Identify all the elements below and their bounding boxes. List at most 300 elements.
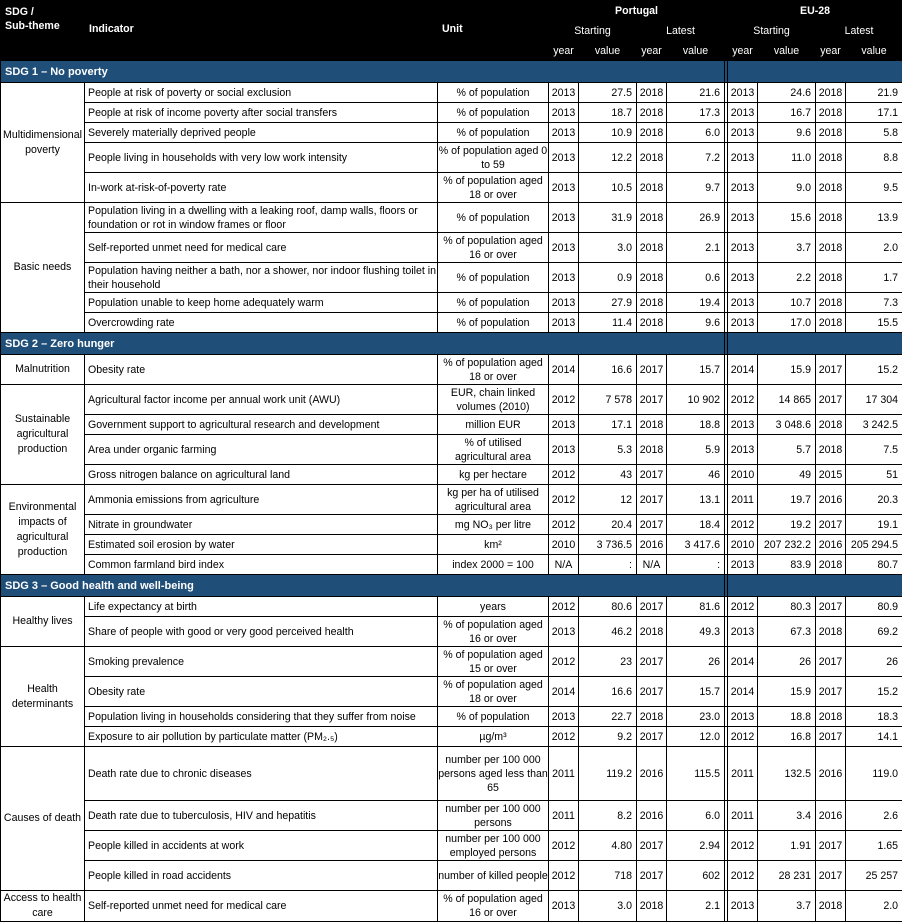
pt-latest-value-cell: 6.0: [667, 123, 725, 143]
sdg-column-header: [1, 1, 85, 61]
eu-latest-year-cell: 2018: [816, 103, 846, 123]
eu-latest-value-cell: 3 242.5: [846, 415, 902, 435]
pt-latest-year-cell: 2018: [637, 415, 667, 435]
pt-start-year-cell: 2013: [549, 83, 579, 103]
section-title: SDG 1 – No poverty: [1, 61, 725, 83]
eu-latest-value-cell: 2.0: [846, 233, 902, 263]
pt-start-year-cell: 2011: [549, 747, 579, 801]
table-row: [1, 707, 902, 727]
eu-start-value-cell: 24.6: [758, 83, 816, 103]
table-row: [1, 831, 902, 861]
pt-latest-year-cell: 2018: [637, 203, 667, 233]
indicator-cell: Life expectancy at birth: [85, 597, 438, 617]
unit-cell: kg per hectare: [438, 465, 549, 485]
subtheme-cell: Multidimensional poverty: [1, 83, 85, 203]
eu-latest-value-cell: 119.0: [846, 747, 902, 801]
table-row: [1, 173, 902, 203]
eu-start-value-cell: 1.91: [758, 831, 816, 861]
indicator-cell: Ammonia emissions from agriculture: [85, 485, 438, 515]
pt-start-year-cell: 2012: [549, 597, 579, 617]
table-row: [1, 861, 902, 891]
eu-start-value-cell: 3 048.6: [758, 415, 816, 435]
pt-latest-year-cell: 2018: [637, 707, 667, 727]
pt-latest-value-cell: 6.0: [667, 801, 725, 831]
eu-latest-value-cell: 7.5: [846, 435, 902, 465]
pt-start-value-cell: 3.0: [579, 891, 637, 922]
pt-latest-year-cell: 2018: [637, 143, 667, 173]
pt-latest-header: Latest: [637, 21, 725, 41]
eu-start-value-cell: 10.7: [758, 293, 816, 313]
eu-latest-year-cell: 2018: [816, 123, 846, 143]
eu-start-year-cell: 2013: [728, 233, 758, 263]
eu-latest-year-cell: 2016: [816, 485, 846, 515]
unit-cell: million EUR: [438, 415, 549, 435]
pt-latest-value-cell: 13.1: [667, 485, 725, 515]
pt-start-year-cell: 2012: [549, 385, 579, 415]
pt-start-year-cell: 2013: [549, 123, 579, 143]
table-row: [1, 617, 902, 647]
eu-start-value-cell: 2.2: [758, 263, 816, 293]
pt-latest-year-cell: 2016: [637, 747, 667, 801]
pt-starting-header: Starting: [549, 21, 637, 41]
pt-start-year-cell: 2010: [549, 535, 579, 555]
pt-latest-year-cell: 2018: [637, 103, 667, 123]
pt-latest-value-cell: 115.5: [667, 747, 725, 801]
pt-latest-year-cell: 2018: [637, 891, 667, 922]
unit-cell: number of killed people: [438, 861, 549, 891]
pt-start-value-cell: 46.2: [579, 617, 637, 647]
pt-start-year-cell: 2013: [549, 103, 579, 123]
pt-latest-year-header: year: [637, 41, 667, 61]
eu-latest-value-cell: 2.6: [846, 801, 902, 831]
eu-start-value-cell: 16.7: [758, 103, 816, 123]
eu-latest-value-cell: 17 304: [846, 385, 902, 415]
eu-latest-value-cell: 15.5: [846, 313, 902, 333]
indicator-cell: Nitrate in groundwater: [85, 515, 438, 535]
eu-start-value-cell: 26: [758, 647, 816, 677]
table-row: [1, 515, 902, 535]
eu-header: EU-28: [728, 1, 902, 21]
pt-start-value-cell: 0.9: [579, 263, 637, 293]
eu-latest-value-cell: 80.7: [846, 555, 902, 575]
section-title: SDG 2 – Zero hunger: [1, 333, 725, 355]
pt-latest-year-cell: 2017: [637, 355, 667, 385]
eu-starting-header: Starting: [728, 21, 816, 41]
indicator-cell: Gross nitrogen balance on agricultural land: [85, 465, 438, 485]
section-title: SDG 3 – Good health and well-being: [1, 575, 725, 597]
pt-latest-value-cell: :: [667, 555, 725, 575]
table-row: [1, 313, 902, 333]
indicator-cell: Obesity rate: [85, 355, 438, 385]
pt-latest-value-cell: 21.6: [667, 83, 725, 103]
indicator-cell: People living in households with very low work intensity: [85, 143, 438, 173]
table-row: [1, 263, 902, 293]
pt-latest-year-cell: N/A: [637, 555, 667, 575]
table-row: [1, 103, 902, 123]
table-row: [1, 415, 902, 435]
pt-start-year-cell: 2014: [549, 355, 579, 385]
indicator-cell: Smoking prevalence: [85, 647, 438, 677]
pt-start-value-cell: 12: [579, 485, 637, 515]
eu-latest-year-cell: 2017: [816, 647, 846, 677]
eu-start-value-cell: 15.6: [758, 203, 816, 233]
pt-latest-year-cell: 2018: [637, 313, 667, 333]
subtheme-cell: Health determinants: [1, 647, 85, 747]
pt-start-year-cell: 2013: [549, 173, 579, 203]
table-row: [1, 597, 902, 617]
table-row: [1, 555, 902, 575]
section-eu-fill: [728, 61, 902, 83]
pt-start-value-cell: 5.3: [579, 435, 637, 465]
eu-latest-year-cell: 2018: [816, 293, 846, 313]
eu-latest-year-cell: 2018: [816, 555, 846, 575]
indicator-cell: People killed in accidents at work: [85, 831, 438, 861]
eu-start-value-cell: 16.8: [758, 727, 816, 747]
table-row: [1, 727, 902, 747]
eu-latest-year-cell: 2016: [816, 801, 846, 831]
pt-start-value-cell: 17.1: [579, 415, 637, 435]
pt-start-year-cell: N/A: [549, 555, 579, 575]
pt-latest-year-cell: 2018: [637, 173, 667, 203]
pt-start-year-cell: 2013: [549, 203, 579, 233]
eu-latest-year-cell: 2017: [816, 727, 846, 747]
eu-start-year-cell: 2013: [728, 617, 758, 647]
unit-cell: % of population aged 0 to 59: [438, 143, 549, 173]
eu-latest-value-cell: 25 257: [846, 861, 902, 891]
indicator-cell: Obesity rate: [85, 677, 438, 707]
eu-start-year-cell: 2014: [728, 647, 758, 677]
eu-latest-year-cell: 2018: [816, 617, 846, 647]
eu-latest-value-cell: 1.65: [846, 831, 902, 861]
pt-latest-value-cell: 7.2: [667, 143, 725, 173]
unit-column-header: Unit: [438, 1, 549, 61]
indicator-cell: Exposure to air pollution by particulate matter (PM₂.₅): [85, 727, 438, 747]
eu-start-value-cell: 67.3: [758, 617, 816, 647]
eu-start-value-cell: 9.0: [758, 173, 816, 203]
pt-start-value-cell: 11.4: [579, 313, 637, 333]
pt-latest-year-cell: 2017: [637, 677, 667, 707]
indicator-cell: Death rate due to chronic diseases: [85, 747, 438, 801]
eu-latest-value-cell: 14.1: [846, 727, 902, 747]
pt-start-value-cell: 8.2: [579, 801, 637, 831]
eu-latest-value-cell: 17.1: [846, 103, 902, 123]
eu-latest-year-cell: 2017: [816, 677, 846, 707]
eu-start-year-cell: 2013: [728, 103, 758, 123]
eu-latest-year-cell: 2018: [816, 313, 846, 333]
pt-latest-year-cell: 2018: [637, 617, 667, 647]
eu-start-year-cell: 2013: [728, 891, 758, 922]
pt-start-year-cell: 2013: [549, 143, 579, 173]
portugal-header: Portugal: [549, 1, 725, 21]
eu-start-value-cell: 19.7: [758, 485, 816, 515]
pt-start-value-cell: 7 578: [579, 385, 637, 415]
pt-latest-year-cell: 2018: [637, 263, 667, 293]
eu-latest-year-cell: 2018: [816, 415, 846, 435]
table-row: [1, 123, 902, 143]
section-eu-fill: [728, 333, 902, 355]
table-row: [1, 83, 902, 103]
pt-start-value-cell: 12.2: [579, 143, 637, 173]
unit-cell: % of population aged 18 or over: [438, 355, 549, 385]
pt-latest-year-cell: 2018: [637, 293, 667, 313]
pt-latest-value-cell: 49.3: [667, 617, 725, 647]
indicator-cell: People at risk of income poverty after social transfers: [85, 103, 438, 123]
pt-latest-value-cell: 9.6: [667, 313, 725, 333]
unit-cell: % of utilised agricultural area: [438, 435, 549, 465]
pt-start-year-cell: 2011: [549, 801, 579, 831]
eu-start-value-cell: 28 231: [758, 861, 816, 891]
eu-latest-year-cell: 2017: [816, 831, 846, 861]
table-header: [1, 1, 902, 61]
indicator-cell: Population having neither a bath, nor a shower, nor indoor flushing toilet in their household: [85, 263, 438, 293]
table-row: [1, 535, 902, 555]
pt-latest-value-cell: 19.4: [667, 293, 725, 313]
eu-latest-year-cell: 2018: [816, 707, 846, 727]
pt-latest-year-cell: 2017: [637, 597, 667, 617]
pt-start-value-cell: 18.7: [579, 103, 637, 123]
eu-latest-header: Latest: [816, 21, 902, 41]
table-row: [1, 485, 902, 515]
pt-start-year-cell: 2012: [549, 861, 579, 891]
pt-start-value-cell: 16.6: [579, 677, 637, 707]
eu-start-value-cell: 80.3: [758, 597, 816, 617]
indicator-cell: Common farmland bird index: [85, 555, 438, 575]
eu-start-year-cell: 2013: [728, 707, 758, 727]
eu-start-year-cell: 2013: [728, 293, 758, 313]
eu-latest-value-cell: 15.2: [846, 677, 902, 707]
pt-start-value-cell: 4.80: [579, 831, 637, 861]
eu-latest-year-cell: 2018: [816, 143, 846, 173]
unit-cell: number per 100 000 persons: [438, 801, 549, 831]
pt-start-value-cell: 31.9: [579, 203, 637, 233]
pt-start-value-cell: 9.2: [579, 727, 637, 747]
sdg-header-line2: Sub-theme: [5, 20, 60, 32]
eu-start-year-cell: 2011: [728, 747, 758, 801]
sdg-header-line1: SDG /: [5, 6, 34, 18]
indicator-cell: Population living in households considering that they suffer from noise: [85, 707, 438, 727]
subtheme-cell: Sustainable agricultural production: [1, 385, 85, 485]
pt-start-year-cell: 2012: [549, 465, 579, 485]
eu-start-value-cell: 3.7: [758, 891, 816, 922]
eu-start-year-cell: 2013: [728, 203, 758, 233]
pt-start-year-cell: 2012: [549, 515, 579, 535]
eu-latest-year-cell: 2018: [816, 203, 846, 233]
subtheme-cell: Causes of death: [1, 747, 85, 891]
pt-start-year-cell: 2013: [549, 293, 579, 313]
eu-latest-year-header: year: [816, 41, 846, 61]
eu-start-value-cell: 5.7: [758, 435, 816, 465]
eu-latest-value-cell: 26: [846, 647, 902, 677]
pt-latest-value-cell: 23.0: [667, 707, 725, 727]
pt-latest-value-cell: 0.6: [667, 263, 725, 293]
pt-latest-year-cell: 2017: [637, 831, 667, 861]
unit-cell: % of population: [438, 313, 549, 333]
eu-latest-value-cell: 51: [846, 465, 902, 485]
pt-start-year-cell: 2013: [549, 707, 579, 727]
pt-start-year-cell: 2013: [549, 415, 579, 435]
eu-latest-year-cell: 2017: [816, 355, 846, 385]
unit-cell: index 2000 = 100: [438, 555, 549, 575]
unit-cell: mg NO₃ per litre: [438, 515, 549, 535]
eu-start-value-cell: 3.4: [758, 801, 816, 831]
unit-cell: number per 100 000 persons aged less than 65: [438, 747, 549, 801]
eu-start-year-cell: 2013: [728, 173, 758, 203]
indicator-cell: Population living in a dwelling with a leaking roof, damp walls, floors or foundation or rot in window frames or floor: [85, 203, 438, 233]
eu-start-year-cell: 2012: [728, 831, 758, 861]
pt-start-year-cell: 2012: [549, 727, 579, 747]
indicator-cell: Death rate due to tuberculosis, HIV and hepatitis: [85, 801, 438, 831]
eu-start-year-cell: 2012: [728, 597, 758, 617]
eu-start-year-cell: 2013: [728, 313, 758, 333]
pt-latest-year-cell: 2016: [637, 535, 667, 555]
pt-start-year-cell: 2013: [549, 313, 579, 333]
eu-start-value-cell: 132.5: [758, 747, 816, 801]
indicator-cell: Severely materially deprived people: [85, 123, 438, 143]
pt-latest-value-cell: 81.6: [667, 597, 725, 617]
eu-start-value-cell: 18.8: [758, 707, 816, 727]
eu-latest-value-cell: 7.3: [846, 293, 902, 313]
unit-cell: % of population: [438, 123, 549, 143]
eu-start-year-cell: 2013: [728, 555, 758, 575]
eu-latest-value-header: value: [846, 41, 902, 61]
pt-latest-value-cell: 26.9: [667, 203, 725, 233]
table-row: [1, 385, 902, 415]
table-row: [1, 355, 902, 385]
pt-start-value-cell: 80.6: [579, 597, 637, 617]
eu-latest-year-cell: 2018: [816, 83, 846, 103]
table-row: [1, 801, 902, 831]
pt-latest-year-cell: 2017: [637, 515, 667, 535]
eu-start-value-cell: 15.9: [758, 355, 816, 385]
unit-cell: % of population: [438, 707, 549, 727]
pt-latest-value-cell: 15.7: [667, 677, 725, 707]
unit-cell: % of population aged 18 or over: [438, 677, 549, 707]
pt-start-value-header: value: [579, 41, 637, 61]
eu-start-value-cell: 3.7: [758, 233, 816, 263]
eu-latest-value-cell: 21.9: [846, 83, 902, 103]
pt-latest-year-cell: 2017: [637, 485, 667, 515]
unit-cell: µg/m³: [438, 727, 549, 747]
pt-latest-value-cell: 26: [667, 647, 725, 677]
pt-start-year-cell: 2013: [549, 617, 579, 647]
pt-start-year-cell: 2012: [549, 647, 579, 677]
pt-start-year-cell: 2013: [549, 233, 579, 263]
unit-cell: % of population aged 16 or over: [438, 891, 549, 922]
pt-start-value-cell: :: [579, 555, 637, 575]
unit-cell: % of population aged 18 or over: [438, 173, 549, 203]
pt-latest-year-cell: 2017: [637, 385, 667, 415]
pt-latest-year-cell: 2018: [637, 435, 667, 465]
eu-latest-year-cell: 2018: [816, 173, 846, 203]
table-row: [1, 465, 902, 485]
subtheme-cell: Environmental impacts of agricultural production: [1, 485, 85, 575]
pt-latest-value-cell: 2.1: [667, 233, 725, 263]
pt-latest-year-cell: 2017: [637, 861, 667, 891]
pt-latest-value-cell: 2.1: [667, 891, 725, 922]
unit-cell: EUR, chain linked volumes (2010): [438, 385, 549, 415]
eu-start-year-cell: 2013: [728, 435, 758, 465]
pt-start-value-cell: 10.5: [579, 173, 637, 203]
eu-start-value-cell: 9.6: [758, 123, 816, 143]
pt-latest-year-cell: 2017: [637, 465, 667, 485]
pt-latest-value-cell: 5.9: [667, 435, 725, 465]
unit-cell: % of population aged 15 or over: [438, 647, 549, 677]
unit-cell: number per 100 000 employed persons: [438, 831, 549, 861]
table-row: [1, 143, 902, 173]
eu-start-year-cell: 2013: [728, 415, 758, 435]
eu-latest-year-cell: 2018: [816, 891, 846, 922]
subtheme-cell: Malnutrition: [1, 355, 85, 385]
pt-latest-value-cell: 3 417.6: [667, 535, 725, 555]
pt-start-value-cell: 20.4: [579, 515, 637, 535]
eu-latest-year-cell: 2017: [816, 385, 846, 415]
pt-start-value-cell: 3 736.5: [579, 535, 637, 555]
pt-latest-year-cell: 2017: [637, 727, 667, 747]
eu-start-year-cell: 2012: [728, 727, 758, 747]
eu-start-year-cell: 2013: [728, 123, 758, 143]
pt-latest-value-header: value: [667, 41, 725, 61]
pt-latest-value-cell: 10 902: [667, 385, 725, 415]
unit-cell: % of population aged 16 or over: [438, 233, 549, 263]
unit-cell: % of population aged 16 or over: [438, 617, 549, 647]
indicator-cell: People killed in road accidents: [85, 861, 438, 891]
table-row: [1, 677, 902, 707]
pt-start-value-cell: 43: [579, 465, 637, 485]
eu-start-value-cell: 14 865: [758, 385, 816, 415]
eu-start-year-cell: 2012: [728, 515, 758, 535]
eu-latest-value-cell: 9.5: [846, 173, 902, 203]
eu-latest-year-cell: 2018: [816, 435, 846, 465]
eu-start-year-cell: 2010: [728, 535, 758, 555]
eu-start-year-cell: 2011: [728, 485, 758, 515]
unit-cell: kg per ha of utilised agricultural area: [438, 485, 549, 515]
indicator-cell: Population unable to keep home adequately warm: [85, 293, 438, 313]
pt-latest-value-cell: 46: [667, 465, 725, 485]
eu-latest-value-cell: 8.8: [846, 143, 902, 173]
eu-latest-year-cell: 2018: [816, 233, 846, 263]
unit-cell: % of population: [438, 293, 549, 313]
indicator-cell: Share of people with good or very good perceived health: [85, 617, 438, 647]
table-row: [1, 435, 902, 465]
eu-latest-value-cell: 15.2: [846, 355, 902, 385]
pt-latest-year-cell: 2018: [637, 123, 667, 143]
pt-latest-value-cell: 15.7: [667, 355, 725, 385]
indicator-cell: People at risk of poverty or social exclusion: [85, 83, 438, 103]
section-eu-fill: [728, 575, 902, 597]
indicator-cell: Agricultural factor income per annual work unit (AWU): [85, 385, 438, 415]
section-header-row: [1, 333, 902, 355]
eu-start-value-cell: 19.2: [758, 515, 816, 535]
pt-start-value-cell: 27.5: [579, 83, 637, 103]
table-row: [1, 293, 902, 313]
pt-start-year-cell: 2013: [549, 435, 579, 465]
indicator-cell: In-work at-risk-of-poverty rate: [85, 173, 438, 203]
pt-start-value-cell: 23: [579, 647, 637, 677]
pt-start-value-cell: 3.0: [579, 233, 637, 263]
unit-cell: km²: [438, 535, 549, 555]
eu-latest-year-cell: 2017: [816, 515, 846, 535]
eu-latest-value-cell: 69.2: [846, 617, 902, 647]
pt-latest-year-cell: 2017: [637, 647, 667, 677]
eu-latest-value-cell: 1.7: [846, 263, 902, 293]
eu-start-value-cell: 83.9: [758, 555, 816, 575]
unit-cell: % of population: [438, 263, 549, 293]
eu-latest-value-cell: 20.3: [846, 485, 902, 515]
eu-latest-year-cell: 2015: [816, 465, 846, 485]
pt-latest-year-cell: 2018: [637, 83, 667, 103]
eu-start-year-header: year: [728, 41, 758, 61]
pt-start-value-cell: 119.2: [579, 747, 637, 801]
